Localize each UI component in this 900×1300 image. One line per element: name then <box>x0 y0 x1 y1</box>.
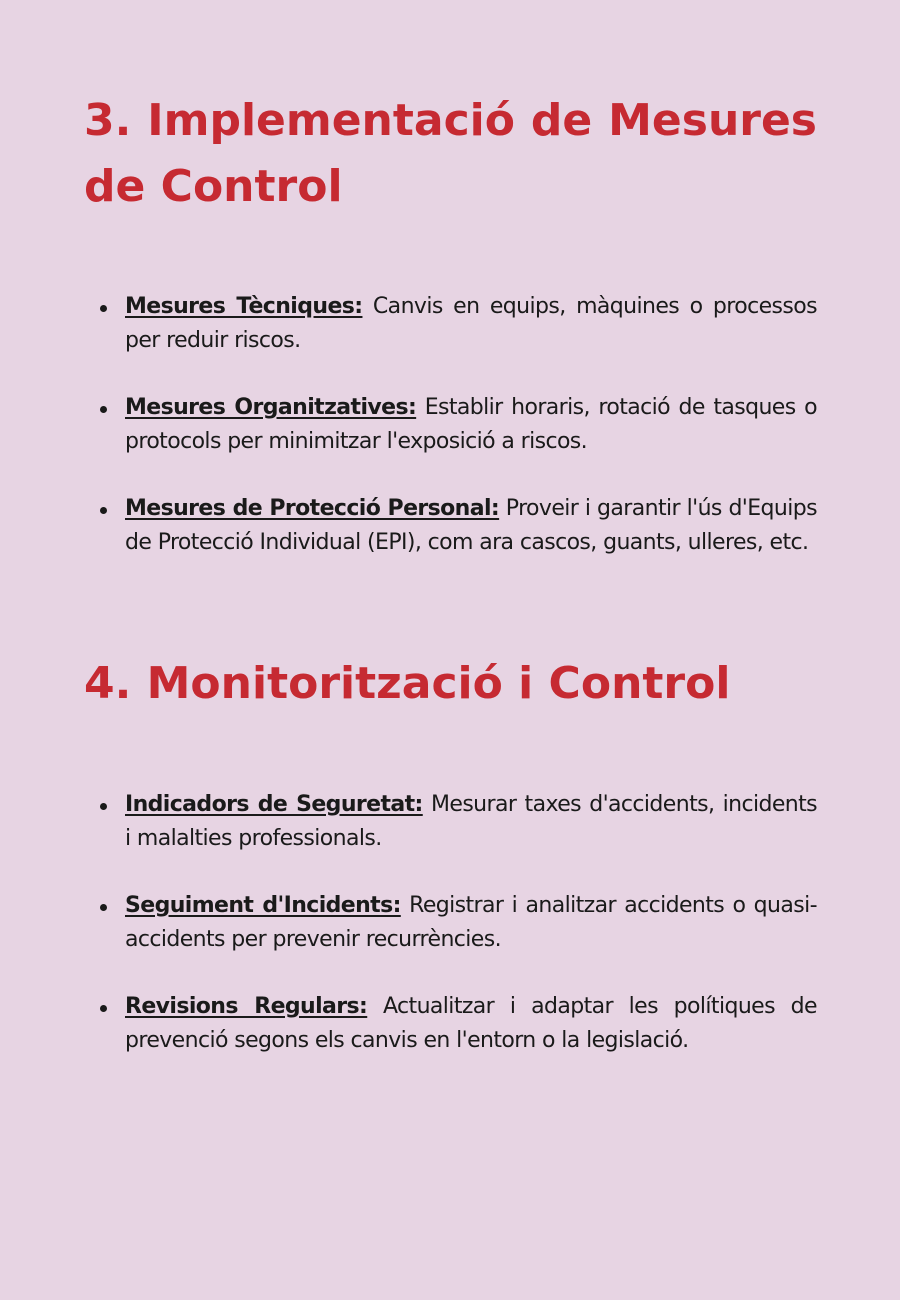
bullet-icon <box>100 507 107 514</box>
list-item-term: Revisions Regulars: <box>125 994 368 1019</box>
list-item-text: Mesurar taxes d'accidents, incidents i malalties professionals. <box>125 792 817 851</box>
list-item-safety-indicators <box>84 788 817 856</box>
list-item-term: Mesures de Protecció Personal: <box>125 496 500 521</box>
list-item-term: Seguiment d'Incidents: <box>125 893 401 918</box>
monitoring-list <box>84 788 817 1058</box>
list-item-text: Establir horaris, rotació de tasques o protocols per minimitzar l'exposició a riscos. <box>125 395 817 454</box>
bullet-icon <box>100 904 107 911</box>
bullet-icon <box>100 406 107 413</box>
list-item-incident-tracking <box>84 889 817 957</box>
list-item-text: Canvis en equips, màquines o processos per reduir riscos. <box>125 294 817 353</box>
section-title-implementation: 3. Implementació de Mesures de Control <box>84 95 817 212</box>
document-page <box>84 88 817 1058</box>
list-item-personal-protection <box>84 492 817 560</box>
list-item-term: Mesures Organitzatives: <box>125 395 417 420</box>
bullet-icon <box>100 803 107 810</box>
list-item-text: Registrar i analitzar accidents o quasi-accidents per prevenir recurrències. <box>125 893 817 952</box>
list-item-text: Actualitzar i adaptar les polítiques de prevenció segons els canvis en l'entorn o la legislació. <box>125 994 817 1053</box>
bullet-icon <box>100 1005 107 1012</box>
list-item-term: Mesures Tècniques: <box>125 294 363 319</box>
list-item-regular-reviews <box>84 990 817 1058</box>
bullet-icon <box>100 305 107 312</box>
control-measures-list <box>84 290 817 560</box>
list-item-technical-measures <box>84 290 817 358</box>
list-item-organizational-measures <box>84 391 817 459</box>
list-item-text: Proveir i garantir l'ús d'Equips de Protecció Individual (EPI), com ara cascos, guants, ulleres, etc. <box>125 496 818 555</box>
section-title-monitoring: 4. Monitorització i Control <box>84 658 731 709</box>
list-item-term: Indicadors de Seguretat: <box>125 792 423 817</box>
